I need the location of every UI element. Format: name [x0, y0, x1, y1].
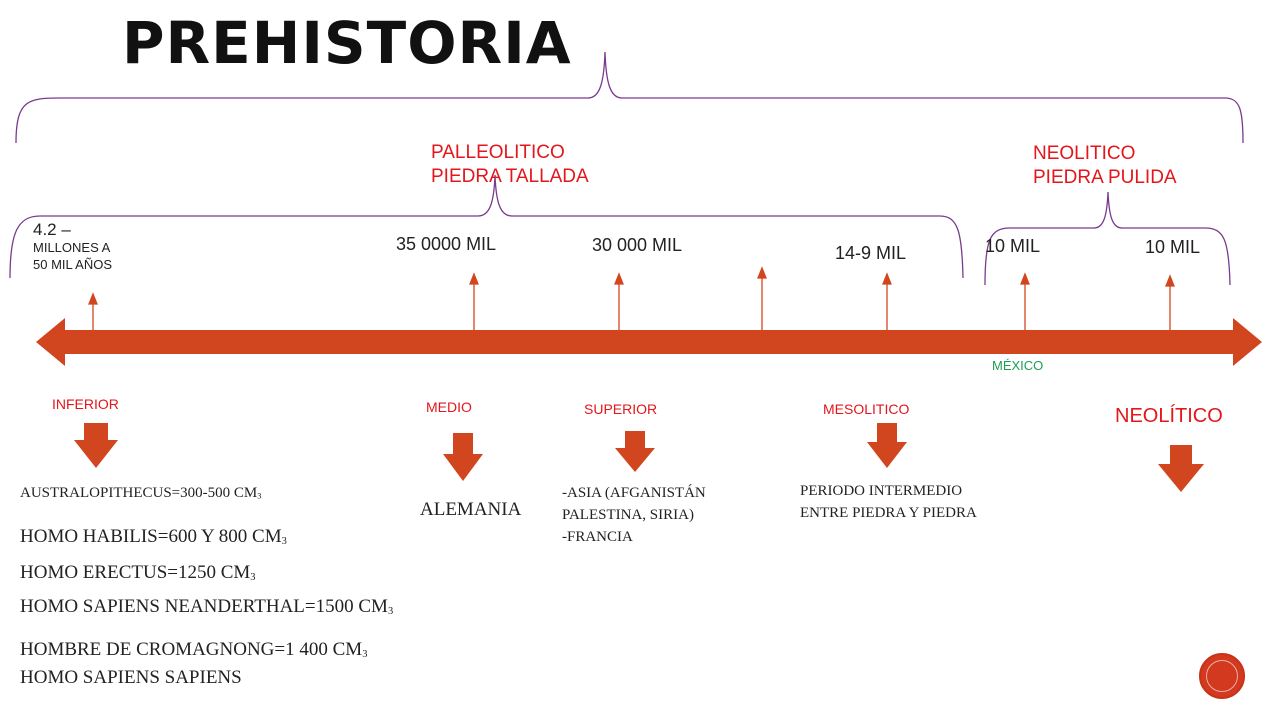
tick-arrow-7	[1166, 276, 1174, 330]
homo-sapiens-text: HOMO SAPIENS SAPIENS	[20, 667, 242, 688]
superior-line: -FRANCIA	[562, 528, 633, 545]
homo-habilis-text: HOMO HABILIS=600 Y 800 $CM_3$	[20, 526, 287, 548]
date-1-main: 4.2 –	[33, 220, 71, 239]
period-inferior: INFERIOR	[52, 396, 119, 412]
date-label-4: 14-9 MIL	[835, 243, 907, 263]
date-label-5: 10 MIL	[985, 236, 1041, 256]
period-neolitico: NEOLÍTICO	[1115, 405, 1223, 427]
neolitico-era-label	[1033, 142, 1177, 190]
mesolitico-line: ENTRE PIEDRA Y PIEDRA	[800, 504, 977, 521]
tick-arrow-2	[470, 274, 478, 330]
timeline-arrow	[36, 318, 1262, 366]
neolitico-name: NEOLITICO	[1033, 143, 1136, 164]
down-arrow-neolitico	[1158, 445, 1204, 492]
period-superior: SUPERIOR	[584, 401, 658, 417]
mesolitico-line: PERIODO INTERMEDIO	[800, 483, 963, 499]
date-label-2: 35 0000 MIL	[396, 234, 497, 254]
down-arrow-superior	[615, 431, 655, 472]
date-1-line3: 50 MIL AÑOS	[33, 256, 112, 272]
paleolitico-label	[431, 141, 589, 189]
mexico-label: MÉXICO	[992, 358, 1044, 373]
tick-arrow-3	[615, 274, 623, 330]
superior-line: -ASIA (AFGANISTÁN	[562, 485, 706, 501]
tick-arrow-6	[1021, 274, 1029, 330]
cromagnon-text: HOMBRE DE CROMAGNONG=1 400 $CM_3$	[20, 639, 368, 661]
tick-arrow-4	[758, 268, 766, 330]
australopithecus-text: AUSTRALOPITHECUS=300-500 $CM_3$	[20, 485, 262, 501]
period-mesolitico: MESOLITICO	[823, 401, 910, 417]
homo-erectus-text: HOMO ERECTUS=1250 $CM_3$	[20, 562, 256, 584]
period-medio: MEDIO	[426, 399, 472, 415]
neanderthal-text: HOMO SAPIENS NEANDERTHAL=1500 $CM_3$	[20, 596, 394, 618]
mesolitico-details	[800, 481, 977, 525]
date-1-line2: MILLONES A	[33, 240, 111, 256]
down-arrow-medio	[443, 433, 483, 481]
superior-details	[562, 483, 706, 548]
neolitico-subtitle: PIEDRA PULIDA	[1033, 166, 1177, 188]
date-label-6: 10 MIL	[1145, 237, 1201, 257]
slide-nav-button[interactable]	[1199, 653, 1245, 699]
superior-line: PALESTINA, SIRIA)	[562, 506, 694, 523]
date-label-1	[33, 219, 112, 273]
tick-arrow-1	[89, 294, 97, 330]
alemania-text: ALEMANIA	[420, 499, 522, 520]
page-title: PREHISTORIA	[122, 9, 572, 77]
tick-arrow-5	[883, 274, 891, 330]
down-arrow-mesolitico	[867, 423, 907, 468]
down-arrow-inferior	[74, 423, 118, 468]
paleolitico-brace	[10, 175, 963, 278]
paleolitico-name: PALLEOLITICO	[431, 142, 565, 163]
paleolitico-subtitle: PIEDRA TALLADA	[431, 165, 589, 187]
date-label-3: 30 000 MIL	[592, 235, 683, 255]
